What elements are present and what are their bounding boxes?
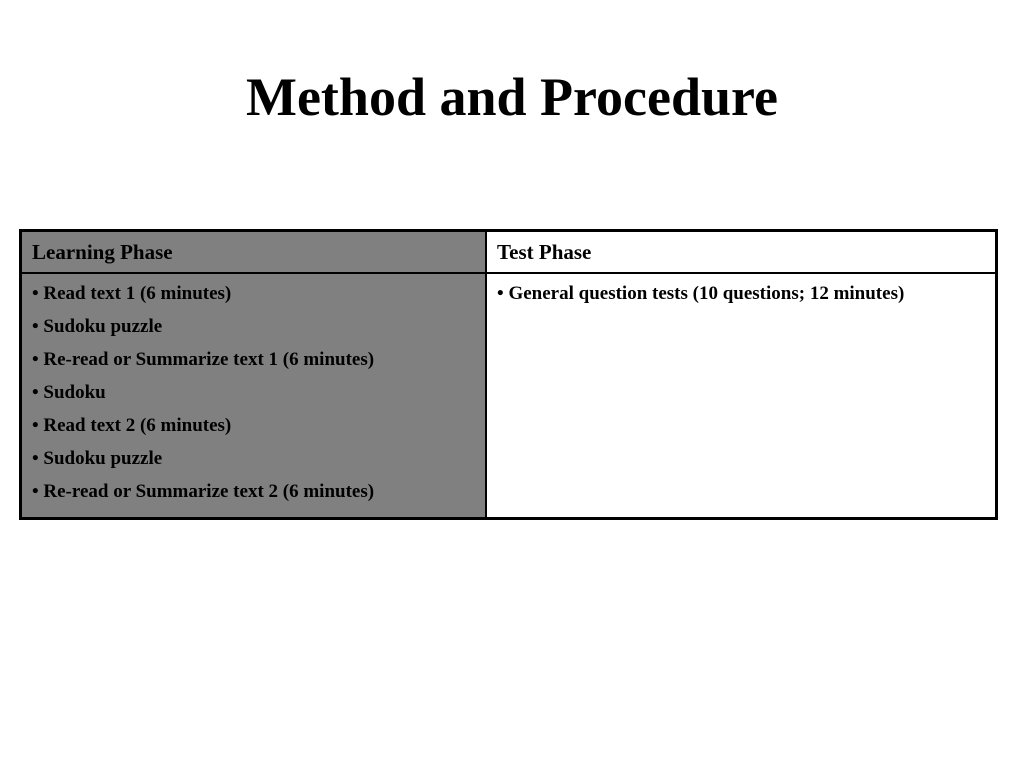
- test-phase-list: [497, 282, 985, 315]
- learning-phase-cell: [21, 273, 487, 519]
- table-header-row: [21, 231, 997, 274]
- list-item: • Sudoku: [32, 382, 106, 403]
- learning-phase-list: [32, 282, 475, 513]
- test-phase-cell: [486, 273, 996, 519]
- table-row: [21, 273, 997, 519]
- list-item: • Re-read or Summarize text 2 (6 minutes): [32, 481, 375, 502]
- list-item: • Read text 1 (6 minutes): [32, 283, 232, 304]
- phase-table: [19, 229, 998, 520]
- list-item: • General question tests (10 questions; 12 minutes): [497, 283, 905, 304]
- list-item: • Re-read or Summarize text 1 (6 minutes): [32, 349, 375, 370]
- slide-title: Method and Procedure: [246, 67, 778, 127]
- list-item: • Read text 2 (6 minutes): [32, 415, 232, 436]
- learning-phase-header: Learning Phase: [21, 231, 487, 274]
- list-item: • Sudoku puzzle: [32, 448, 163, 469]
- test-phase-header: Test Phase: [486, 231, 996, 274]
- list-item: • Sudoku puzzle: [32, 316, 163, 337]
